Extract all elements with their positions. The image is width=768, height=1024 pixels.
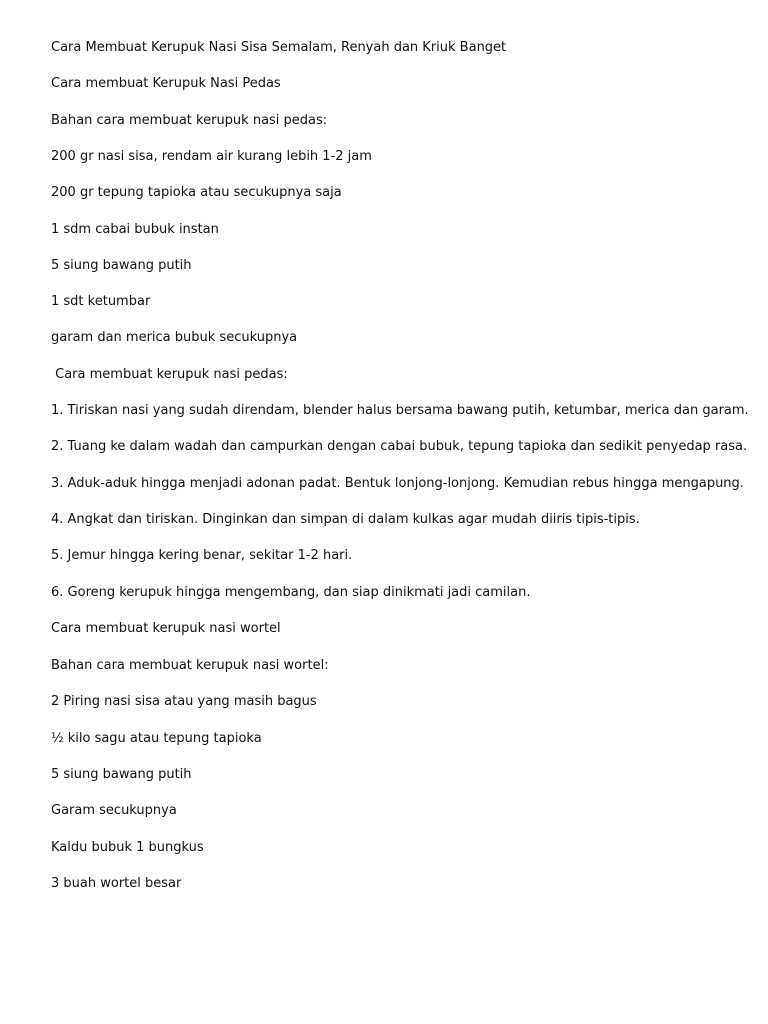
document-title: Cara Membuat Kerupuk Nasi Sisa Semalam, Renyah dan Kriuk Banget — [51, 40, 507, 55]
step-line: 5. Jemur hingga kering benar, sekitar 1-2 hari. — [51, 548, 353, 563]
ingredient-line: ½ kilo sagu atau tepung tapioka — [51, 731, 262, 746]
ingredient-line: garam dan merica bubuk secukupnya — [51, 330, 298, 345]
ingredient-line: 2 Piring nasi sisa atau yang masih bagus — [51, 694, 317, 709]
section-heading-pedas: Cara membuat Kerupuk Nasi Pedas — [51, 76, 281, 91]
step-line: 2. Tuang ke dalam wadah dan campurkan dengan cabai bubuk, tepung tapioka dan sedikit penyedap rasa. — [51, 439, 748, 454]
steps-heading-pedas: Cara membuat kerupuk nasi pedas: — [51, 367, 288, 382]
ingredient-line: 5 siung bawang putih — [51, 767, 192, 782]
ingredient-line: Garam secukupnya — [51, 803, 177, 818]
section-heading-wortel: Cara membuat kerupuk nasi wortel — [51, 621, 281, 636]
step-line: 3. Aduk-aduk hingga menjadi adonan padat. Bentuk lonjong-lonjong. Kemudian rebus hingga mengapung. — [51, 476, 744, 491]
ingredient-line: 5 siung bawang putih — [51, 258, 192, 273]
ingredient-line: Kaldu bubuk 1 bungkus — [51, 840, 204, 855]
ingredients-heading-pedas: Bahan cara membuat kerupuk nasi pedas: — [51, 113, 328, 128]
ingredient-line: 1 sdt ketumbar — [51, 294, 151, 309]
ingredient-line: 200 gr tepung tapioka atau secukupnya saja — [51, 185, 342, 200]
ingredient-line: 1 sdm cabai bubuk instan — [51, 222, 219, 237]
step-line: 1. Tiriskan nasi yang sudah direndam, blender halus bersama bawang putih, ketumbar, merica dan garam. — [51, 403, 749, 418]
ingredient-line: 200 gr nasi sisa, rendam air kurang lebih 1-2 jam — [51, 149, 372, 164]
step-line: 6. Goreng kerupuk hingga mengembang, dan siap dinikmati jadi camilan. — [51, 585, 531, 600]
ingredient-line: 3 buah wortel besar — [51, 876, 182, 891]
ingredients-heading-wortel: Bahan cara membuat kerupuk nasi wortel: — [51, 658, 329, 673]
step-line: 4. Angkat dan tiriskan. Dinginkan dan simpan di dalam kulkas agar mudah diiris tipis-tipis. — [51, 512, 640, 527]
